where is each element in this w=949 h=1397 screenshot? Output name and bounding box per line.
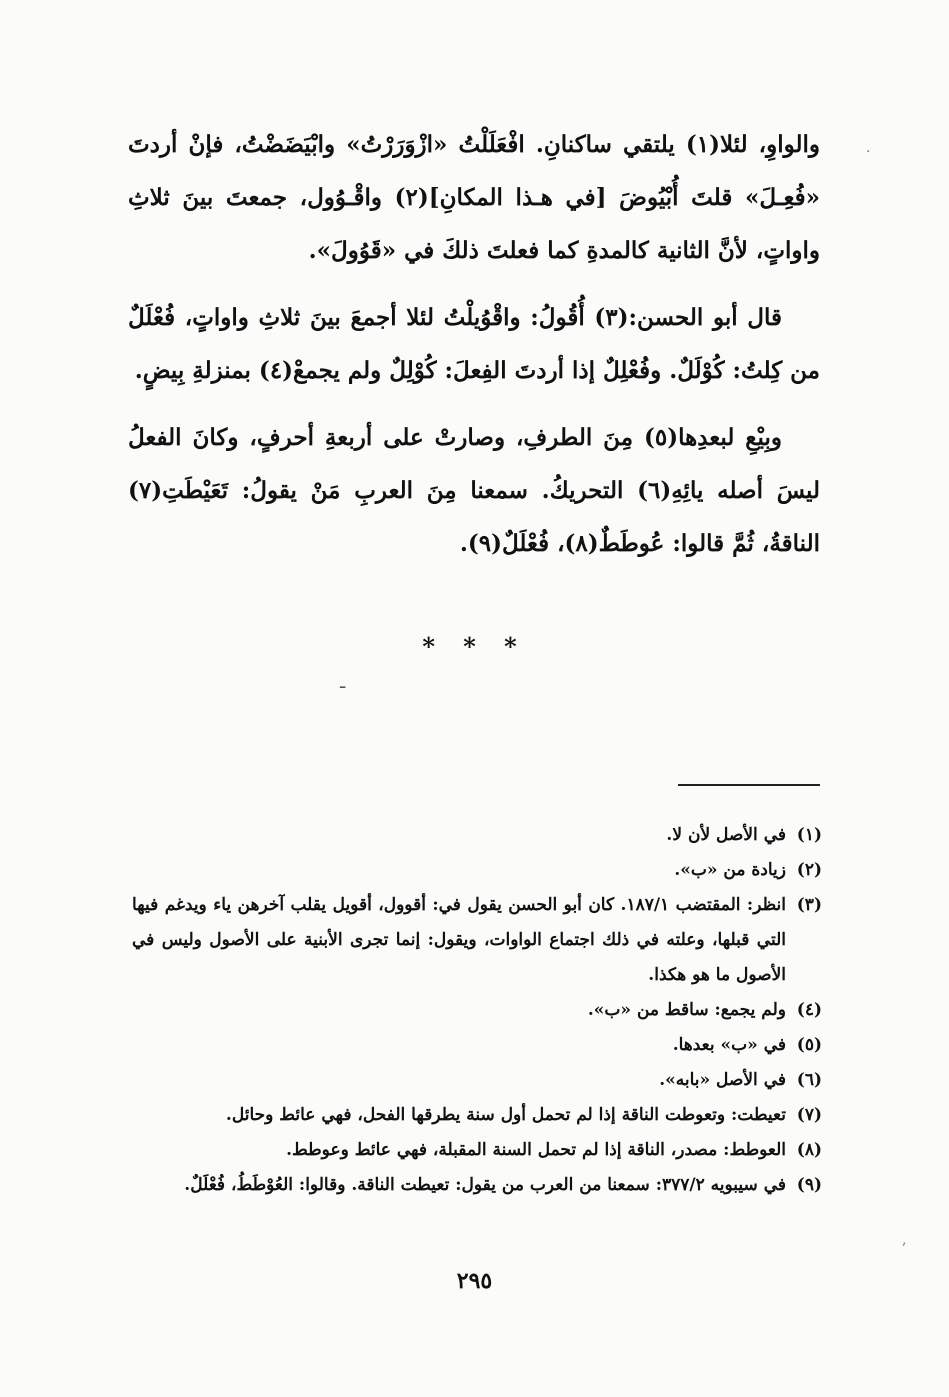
footnote-4 [132, 993, 822, 1028]
footnote-text: زيادة من «ب». [674, 860, 786, 880]
footnote-number: (٣) [796, 895, 822, 915]
footnotes [132, 818, 822, 1203]
footnote-9 [132, 1168, 822, 1203]
footnote-7 [132, 1098, 822, 1133]
margin-mark: · [866, 144, 871, 160]
footnote-text: انظر: المقتضب ١٨٧/١. كان أبو الحسن يقول في: أقوول، أقويل يقلب آخرهن ياء ويدغم فيها التي قبلها، وعلته في ذلك اجتماع الواوات، ويقول: إنما تجرى الأبنية على الأصول وليس في الأصول ما هو هكذا. [132, 895, 786, 985]
main-text [128, 118, 820, 584]
stray-mark: ـ [340, 672, 346, 693]
footnote-number: (٧) [796, 1105, 822, 1125]
footnote-text: ولم يجمع: ساقط من «ب». [587, 1000, 786, 1020]
footnote-text: في «ب» بعدها. [672, 1035, 786, 1055]
margin-mark: , [902, 1232, 907, 1248]
footnote-rule [678, 784, 820, 786]
section-separator: * * * [422, 632, 527, 661]
footnote-5 [132, 1028, 822, 1063]
footnote-text: في الأصل لأن لا. [666, 825, 786, 845]
paragraph-1: والواوِ، لئلا(١) يلتقي ساكنانِ. افْعَلَلْتُ «ازْوَرَرْتُ» وابْيَضَضْتُ، فإنْ أردتَ «فُعِـلَ» قلتَ أُبْيُوضَ [في هـذا المكانِ](٢) واقْـوُول، جمعتَ بينَ ثلاثِ واواتٍ، لأنَّ الثانية كالمدةِ كما فعلتَ ذلكَ في «قَوُولَ». [128, 131, 820, 264]
footnote-number: (٤) [796, 1000, 822, 1020]
footnote-1 [132, 818, 822, 853]
paragraph-2: قال أبو الحسن:(٣) أُقُولُ: واقْوُيلْتُ لئلا أجمعَ بينَ ثلاثِ واواتٍ، فُعْلَلٌ من كِلتُ: كُوْلَلٌ. وفُعْلِلٌ إذا أردتَ الفِعلَ: كُوْلِلٌ ولم يجمعْ(٤) بمنزلةِ بِيضٍ. [128, 304, 820, 384]
footnote-6 [132, 1063, 822, 1098]
footnote-number: (٦) [796, 1070, 822, 1090]
footnote-number: (١) [796, 825, 822, 845]
footnote-number: (٩) [796, 1175, 822, 1195]
paragraph-3: وبِيْعِ لبعدِها(٥) مِنَ الطرفِ، وصارتْ على أربعةِ أحرفٍ، وكانَ الفعلُ ليسَ أصله يائِهِ(٦) التحريكُ. سمعنا مِنَ العربِ مَنْ يقولُ: تَعَيْطَتِ(٧) الناقةُ، ثُمَّ قالوا: عُوطَطٌ(٨)، فُعْلَلٌ(٩). [128, 424, 820, 557]
footnote-number: (٢) [796, 860, 822, 880]
footnote-2 [132, 853, 822, 888]
footnote-text: في الأصل «بابه». [659, 1070, 786, 1090]
footnote-number: (٨) [796, 1140, 822, 1160]
footnote-text: في سيبويه ٣٧٧/٢: سمعنا من العرب من يقول: تعيطت الناقة. وقالوا: العُوْطَطُ، فُعْلَلٌ. [184, 1175, 786, 1195]
page-number: ٢٩٥ [456, 1268, 493, 1294]
footnote-number: (٥) [796, 1035, 822, 1055]
footnote-8 [132, 1133, 822, 1168]
footnote-text: تعيطت: وتعوطت الناقة إذا لم تحمل أول سنة يطرقها الفحل، فهي عائط وحائل. [225, 1105, 786, 1125]
footnote-text: العوطط: مصدر، الناقة إذا لم تحمل السنة المقبلة، فهي عائط وعوطط. [286, 1140, 786, 1160]
footnote-3 [132, 888, 822, 993]
